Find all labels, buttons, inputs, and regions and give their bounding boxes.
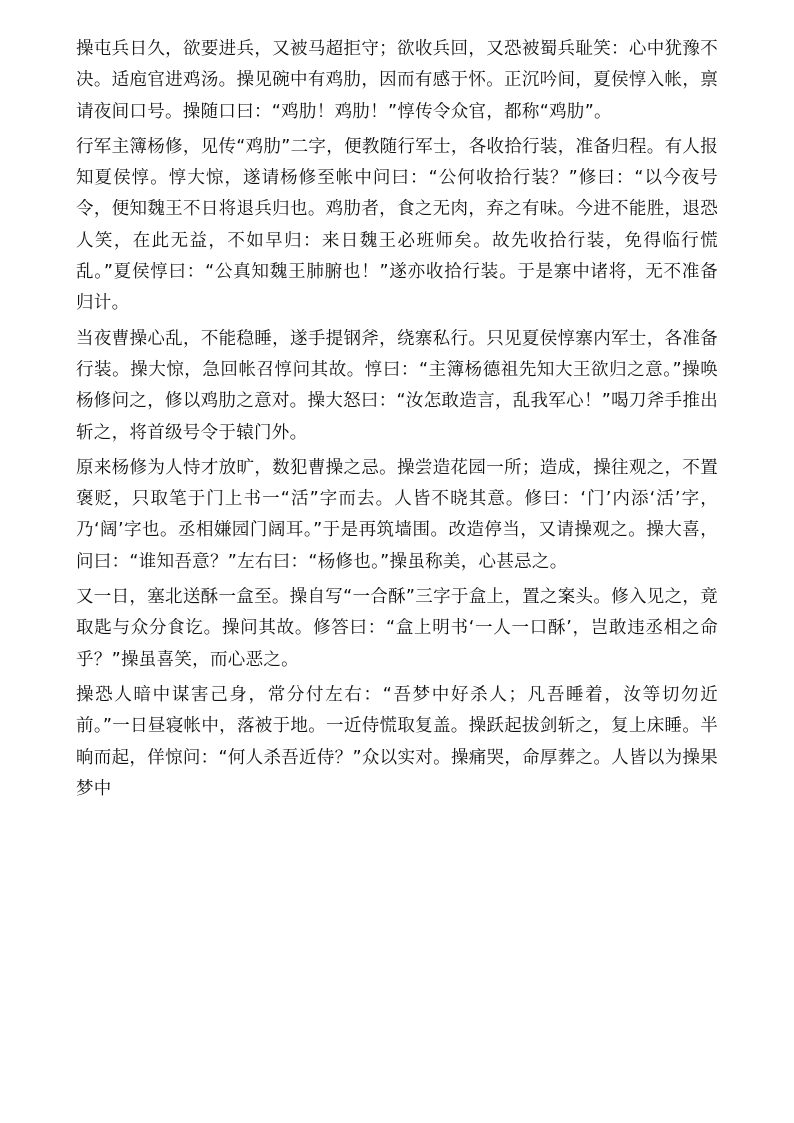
document-page: [76, 34, 718, 809]
paragraph-2: 行军主簿杨修，见传“鸡肋”二字，便教随行军士，各收拾行装，准备归程。有人报知夏侯惇。惇大惊，遂请杨修至帐中问曰：“公何收拾行装？”修曰：“以今夜号令，便知魏王不日将退兵归也。鸡肋者，食之无肉，弃之有味。今进不能胜，退恐人笑，在此无益，不如早归：来日魏王必班师矣。故先收拾行装，免得临行慌乱。”夏侯惇曰：“公真知魏王肺腑也！”遂亦收拾行装。于是寨中诸将，无不准备归计。: [76, 136, 718, 314]
paragraph-3: 当夜曹操心乱，不能稳睡，遂手提钢斧，绕寨私行。只见夏侯惇寨内军士，各准备行装。操大惊，急回帐召惇问其故。惇曰：“主簿杨德祖先知大王欲归之意。”操唤杨修问之，修以鸡肋之意对。操大怒曰：“汝怎敢造言，乱我军心！”喝刀斧手推出斩之，将首级号令于辕门外。: [76, 328, 718, 443]
paragraph-6: 操恐人暗中谋害己身，常分付左右：“吾梦中好杀人；凡吾睡着，汝等切勿近前。”一日昼寝帐中，落被于地。一近侍慌取复盖。操跃起拔剑斩之，复上床睡。半晌而起，佯惊问：“何人杀吾近侍？”众以实对。操痛哭，命厚葬之。人皆以为操果梦中: [76, 684, 718, 799]
paragraph-1: 操屯兵日久，欲要进兵，又被马超拒守；欲收兵回，又恐被蜀兵耻笑：心中犹豫不决。适庖官进鸡汤。操见碗中有鸡肋，因而有感于怀。正沉吟间，夏侯惇入帐，禀请夜间口号。操随口曰：“鸡肋！鸡肋！”惇传令众官，都称“鸡肋”。: [76, 39, 718, 122]
paragraph-5: 又一日，塞北送酥一盒至。操自写“一合酥”三字于盒上，置之案头。修入见之，竟取匙与众分食讫。操问其故。修答曰：“盒上明书‘一人一口酥’，岂敢违丞相之命乎？”操虽喜笑，而心恶之。: [76, 587, 718, 670]
paragraph-4: 原来杨修为人恃才放旷，数犯曹操之忌。操尝造花园一所；造成，操往观之，不置褒贬，只取笔于门上书一“活”字而去。人皆不晓其意。修曰：‘门’内添‘活’字，乃‘阔’字也。丞相嫌园门阔耳。”于是再筑墙围。改造停当，又请操观之。操大喜，问曰：“谁知吾意？”左右曰：“杨修也。”操虽称美，心甚忌之。: [76, 457, 718, 572]
